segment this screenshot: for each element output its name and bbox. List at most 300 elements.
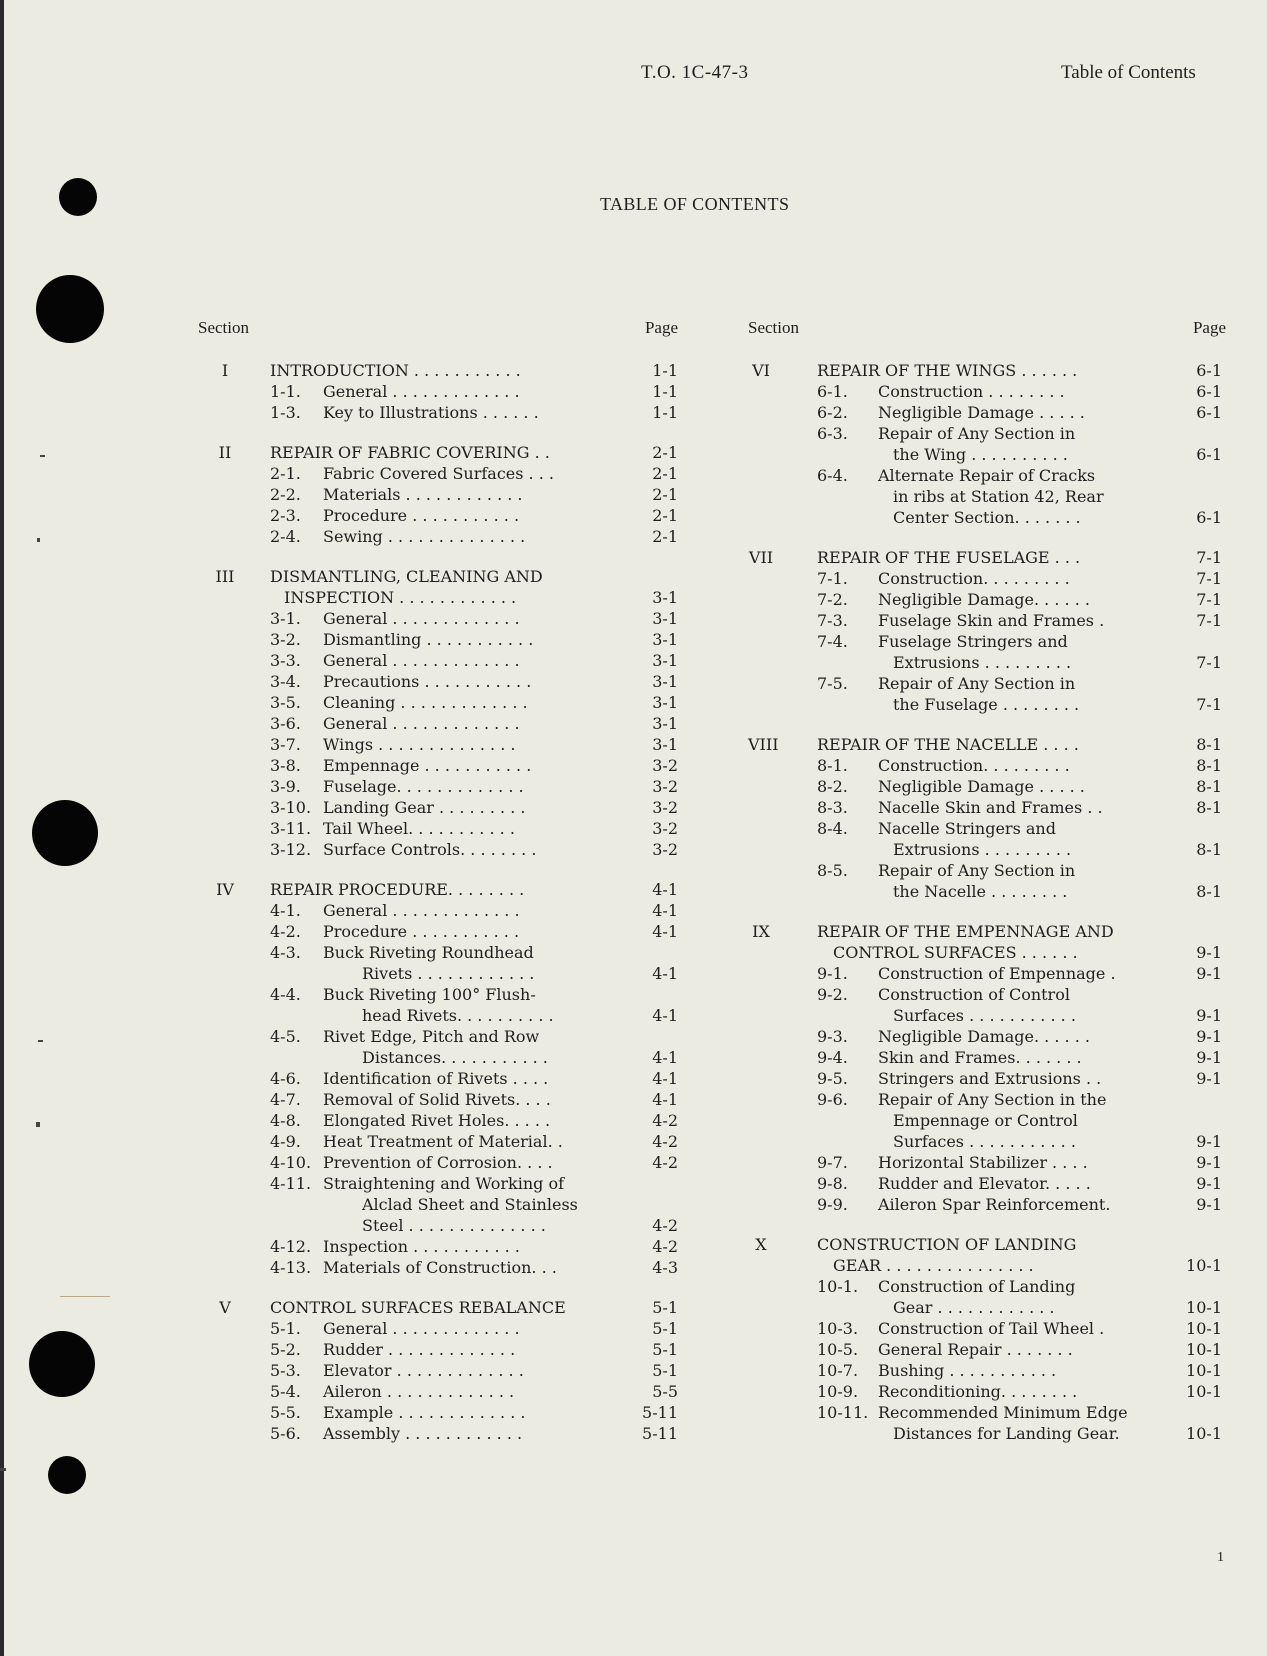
paragraph-page: 5-5 — [652, 1382, 678, 1401]
paragraph-title-continued: head Rivets. . . . . . . . . . — [362, 1006, 554, 1025]
paragraph-title-continued: Extrusions . . . . . . . . . — [893, 840, 1072, 859]
paragraph-page: 3-2 — [652, 798, 678, 817]
paragraph-page: 8-1 — [1196, 840, 1222, 859]
toc-subsection-entry[interactable] — [748, 984, 1226, 1005]
toc-subsection-entry-continued[interactable] — [748, 1005, 1226, 1026]
paragraph-page: 3-2 — [652, 840, 678, 859]
paragraph-number: 4-6. — [270, 1069, 301, 1088]
paragraph-page: 9-1 — [1196, 1195, 1222, 1214]
toc-subsection-entry[interactable] — [748, 423, 1226, 444]
toc-subsection-entry-continued[interactable] — [748, 1297, 1226, 1318]
toc-subsection-entry[interactable] — [748, 797, 1226, 818]
paragraph-title: Materials . . . . . . . . . . . . — [323, 485, 523, 504]
paragraph-number: 5-4. — [270, 1382, 301, 1401]
toc-subsection-entry-continued[interactable] — [748, 444, 1226, 465]
section-page: 4-1 — [652, 880, 678, 899]
section-numeral: III — [215, 567, 235, 586]
paragraph-title-continued: Center Section. . . . . . . — [893, 508, 1081, 527]
paragraph-page: 4-2 — [652, 1237, 678, 1256]
paragraph-title: Sewing . . . . . . . . . . . . . . — [323, 527, 526, 546]
section-spacer — [748, 528, 1226, 547]
toc-subsection-entry-continued[interactable] — [748, 1423, 1226, 1444]
toc-subsection-entry[interactable] — [198, 629, 678, 650]
page-column-label: Page — [1192, 318, 1226, 337]
section-title: INTRODUCTION . . . . . . . . . . . — [270, 361, 521, 380]
paragraph-page: 9-1 — [1196, 1006, 1222, 1025]
paragraph-page: 9-1 — [1196, 964, 1222, 983]
page-title: TABLE OF CONTENTS — [600, 194, 790, 214]
toc-subsection-entry[interactable] — [198, 1131, 678, 1152]
paragraph-number: 3-12. — [270, 840, 312, 859]
paragraph-page: 1-1 — [652, 382, 678, 401]
paragraph-number: 3-11. — [270, 819, 312, 838]
toc-subsection-entry[interactable] — [198, 381, 678, 402]
paragraph-page: 7-1 — [1196, 611, 1222, 630]
paragraph-page: 3-2 — [652, 756, 678, 775]
paragraph-page: 3-2 — [652, 819, 678, 838]
paragraph-number: 2-4. — [270, 527, 301, 546]
section-page: 7-1 — [1196, 548, 1222, 567]
paragraph-number: 3-3. — [270, 651, 301, 670]
paragraph-page: 5-11 — [642, 1424, 678, 1443]
paragraph-number: 8-2. — [817, 777, 848, 796]
paragraph-number: 4-5. — [270, 1027, 301, 1046]
toc-subsection-entry[interactable] — [748, 465, 1226, 486]
paragraph-page: 3-1 — [652, 672, 678, 691]
section-page: 9-1 — [1196, 943, 1222, 962]
paragraph-number: 7-2. — [817, 590, 848, 609]
paragraph-page: 9-1 — [1196, 1069, 1222, 1088]
paragraph-page: 8-1 — [1196, 756, 1222, 775]
paragraph-title: Negligible Damage. . . . . . — [878, 1027, 1090, 1046]
paragraph-number: 9-8. — [817, 1174, 848, 1193]
toc-subsection-entry[interactable] — [198, 1152, 678, 1173]
paragraph-page: 4-2 — [652, 1111, 678, 1130]
paragraph-title: Horizontal Stabilizer . . . . — [878, 1153, 1088, 1172]
paragraph-title: Negligible Damage . . . . . — [878, 403, 1085, 422]
margin-mark — [0, 1468, 6, 1471]
section-page: 10-1 — [1186, 1256, 1222, 1275]
paragraph-page: 10-1 — [1186, 1361, 1222, 1380]
paragraph-title: General . . . . . . . . . . . . . — [323, 609, 520, 628]
toc-subsection-entry[interactable] — [748, 1047, 1226, 1068]
paragraph-title-continued: Alclad Sheet and Stainless — [362, 1195, 578, 1214]
toc-subsection-entry-continued[interactable] — [748, 839, 1226, 860]
paragraph-page: 2-1 — [652, 464, 678, 483]
toc-subsection-entry[interactable] — [198, 526, 678, 547]
paragraph-title: Dismantling . . . . . . . . . . . — [323, 630, 534, 649]
toc-subsection-entry[interactable] — [198, 1402, 678, 1423]
toc-subsection-entry-continued[interactable] — [748, 881, 1226, 902]
toc-subsection-entry-continued[interactable] — [198, 963, 678, 984]
toc-subsection-entry[interactable] — [748, 402, 1226, 423]
paragraph-page: 8-1 — [1196, 798, 1222, 817]
toc-subsection-entry[interactable] — [748, 1339, 1226, 1360]
paragraph-number: 7-5. — [817, 674, 848, 693]
paragraph-number: 4-8. — [270, 1111, 301, 1130]
paragraph-title-continued: Steel . . . . . . . . . . . . . . — [362, 1216, 546, 1235]
paragraph-page: 5-11 — [642, 1403, 678, 1422]
paragraph-title-continued: the Nacelle . . . . . . . . — [893, 882, 1068, 901]
paragraph-number: 3-4. — [270, 672, 301, 691]
paragraph-title-continued: in ribs at Station 42, Rear — [893, 487, 1104, 506]
toc-subsection-entry[interactable] — [198, 776, 678, 797]
paragraph-number: 5-2. — [270, 1340, 301, 1359]
toc-right-column — [748, 318, 1226, 1444]
toc-subsection-entry[interactable] — [198, 608, 678, 629]
paragraph-number: 6-4. — [817, 466, 848, 485]
toc-section-entry[interactable] — [748, 1234, 1226, 1255]
section-title: REPAIR PROCEDURE. . . . . . . . — [270, 880, 525, 899]
section-numeral: V — [219, 1298, 231, 1317]
paragraph-number: 9-7. — [817, 1153, 848, 1172]
paragraph-title: Construction of Tail Wheel . — [878, 1319, 1105, 1338]
paragraph-title: General . . . . . . . . . . . . . — [323, 714, 520, 733]
margin-mark — [38, 1040, 43, 1042]
column-header — [198, 318, 678, 340]
toc-list — [748, 360, 1226, 1444]
paragraph-title: Rivet Edge, Pitch and Row — [323, 1027, 540, 1046]
toc-subsection-entry[interactable] — [748, 776, 1226, 797]
toc-subsection-entry[interactable] — [198, 921, 678, 942]
toc-subsection-entry[interactable] — [198, 463, 678, 484]
toc-section-entry[interactable] — [748, 734, 1226, 755]
toc-subsection-entry-continued[interactable] — [748, 486, 1226, 507]
paragraph-page: 7-1 — [1196, 695, 1222, 714]
paragraph-title: Wings . . . . . . . . . . . . . . — [323, 735, 516, 754]
paragraph-page: 10-1 — [1186, 1319, 1222, 1338]
toc-subsection-entry[interactable] — [748, 1089, 1226, 1110]
paragraph-number: 3-6. — [270, 714, 301, 733]
paragraph-title: Construction of Control — [878, 985, 1070, 1004]
paragraph-number: 3-1. — [270, 609, 301, 628]
toc-subsection-entry[interactable] — [198, 650, 678, 671]
paragraph-title: Procedure . . . . . . . . . . . — [323, 506, 520, 525]
paragraph-number: 9-6. — [817, 1090, 848, 1109]
toc-subsection-entry-continued[interactable] — [198, 1194, 678, 1215]
paragraph-page: 10-1 — [1186, 1382, 1222, 1401]
toc-subsection-entry[interactable] — [198, 1110, 678, 1131]
toc-subsection-entry[interactable] — [748, 381, 1226, 402]
toc-subsection-entry-continued[interactable] — [198, 1047, 678, 1068]
toc-subsection-entry[interactable] — [748, 568, 1226, 589]
paragraph-page: 3-1 — [652, 630, 678, 649]
paragraph-number: 4-4. — [270, 985, 301, 1004]
toc-section-entry[interactable] — [198, 1297, 678, 1318]
page-number: 1 — [1217, 1550, 1224, 1565]
paragraph-title-continued: the Fuselage . . . . . . . . — [893, 695, 1080, 714]
toc-subsection-entry[interactable] — [748, 1276, 1226, 1297]
paragraph-title: Construction of Empennage . — [878, 964, 1116, 983]
paragraph-page: 6-1 — [1196, 382, 1222, 401]
paragraph-title: Negligible Damage. . . . . . — [878, 590, 1090, 609]
paragraph-page: 4-1 — [652, 901, 678, 920]
paragraph-number: 8-3. — [817, 798, 848, 817]
paragraph-number: 2-1. — [270, 464, 301, 483]
section-column-label: Section — [198, 318, 249, 337]
punch-hole — [48, 1456, 86, 1494]
toc-subsection-entry[interactable] — [198, 484, 678, 505]
paragraph-title: Cleaning . . . . . . . . . . . . . — [323, 693, 528, 712]
paragraph-title: Skin and Frames. . . . . . . — [878, 1048, 1082, 1067]
paragraph-title: Aileron . . . . . . . . . . . . . — [323, 1382, 515, 1401]
paragraph-number: 3-9. — [270, 777, 301, 796]
paragraph-title: Key to Illustrations . . . . . . — [323, 403, 539, 422]
toc-section-entry-continued[interactable] — [748, 1255, 1226, 1276]
paragraph-page: 1-1 — [652, 403, 678, 422]
section-title-continued: GEAR . . . . . . . . . . . . . . . — [833, 1256, 1034, 1275]
section-numeral: IX — [752, 922, 770, 941]
toc-subsection-entry[interactable] — [748, 1026, 1226, 1047]
toc-subsection-entry[interactable] — [748, 1360, 1226, 1381]
section-page: 3-1 — [652, 588, 678, 607]
paragraph-page: 9-1 — [1196, 1132, 1222, 1151]
paragraph-page: 6-1 — [1196, 445, 1222, 464]
paragraph-page: 4-1 — [652, 964, 678, 983]
paragraph-number: 10-5. — [817, 1340, 859, 1359]
paragraph-title: Fuselage Stringers and — [878, 632, 1068, 651]
paragraph-number: 7-3. — [817, 611, 848, 630]
paragraph-title: Fuselage Skin and Frames . — [878, 611, 1105, 630]
paragraph-page: 10-1 — [1186, 1424, 1222, 1443]
toc-subsection-entry-continued[interactable] — [748, 1131, 1226, 1152]
toc-subsection-entry[interactable] — [198, 734, 678, 755]
paragraph-page: 4-1 — [652, 1069, 678, 1088]
paragraph-title: Empennage . . . . . . . . . . . — [323, 756, 532, 775]
paragraph-number: 2-3. — [270, 506, 301, 525]
paragraph-title: Surface Controls. . . . . . . . — [323, 840, 537, 859]
toc-subsection-entry[interactable] — [198, 1339, 678, 1360]
toc-subsection-entry[interactable] — [198, 1423, 678, 1444]
toc-subsection-entry[interactable] — [748, 1152, 1226, 1173]
paragraph-number: 4-7. — [270, 1090, 301, 1109]
toc-section-entry[interactable] — [198, 879, 678, 900]
paragraph-title: Inspection . . . . . . . . . . . — [323, 1237, 520, 1256]
section-numeral: II — [218, 443, 232, 462]
paragraph-title: Precautions . . . . . . . . . . . — [323, 672, 532, 691]
toc-section-entry[interactable] — [748, 921, 1226, 942]
punch-hole — [59, 178, 97, 216]
paragraph-page: 9-1 — [1196, 1027, 1222, 1046]
paragraph-number: 6-2. — [817, 403, 848, 422]
paragraph-number: 9-3. — [817, 1027, 848, 1046]
paragraph-title: Rudder and Elevator. . . . . — [878, 1174, 1091, 1193]
toc-subsection-entry[interactable] — [748, 860, 1226, 881]
paragraph-number: 9-4. — [817, 1048, 848, 1067]
paragraph-page: 4-2 — [652, 1216, 678, 1235]
toc-subsection-entry[interactable] — [198, 942, 678, 963]
toc-subsection-entry[interactable] — [748, 963, 1226, 984]
toc-subsection-entry-continued[interactable] — [748, 694, 1226, 715]
toc-subsection-entry[interactable] — [198, 1173, 678, 1194]
paragraph-page: 9-1 — [1196, 1174, 1222, 1193]
toc-subsection-entry[interactable] — [198, 818, 678, 839]
toc-subsection-entry-continued[interactable] — [748, 652, 1226, 673]
toc-subsection-entry[interactable] — [748, 818, 1226, 839]
section-title: CONTROL SURFACES REBALANCE — [270, 1298, 566, 1317]
paragraph-page: 7-1 — [1196, 653, 1222, 672]
section-numeral: I — [221, 361, 229, 380]
section-title: CONSTRUCTION OF LANDING — [817, 1235, 1077, 1254]
paragraph-title: Prevention of Corrosion. . . . — [323, 1153, 553, 1172]
paragraph-number: 4-1. — [270, 901, 301, 920]
paragraph-page: 4-3 — [652, 1258, 678, 1277]
toc-subsection-entry[interactable] — [198, 1068, 678, 1089]
paragraph-title: Example . . . . . . . . . . . . . — [323, 1403, 526, 1422]
punch-hole — [29, 1331, 95, 1397]
paragraph-title: Aileron Spar Reinforcement. — [878, 1195, 1111, 1214]
toc-section-entry-continued[interactable] — [198, 587, 678, 608]
paragraph-number: 8-1. — [817, 756, 848, 775]
toc-subsection-entry[interactable] — [198, 1318, 678, 1339]
toc-subsection-entry-continued[interactable] — [198, 1215, 678, 1236]
toc-subsection-entry[interactable] — [198, 984, 678, 1005]
paragraph-number: 10-1. — [817, 1277, 859, 1296]
paragraph-number: 4-13. — [270, 1258, 312, 1277]
paragraph-page: 2-1 — [652, 485, 678, 504]
paragraph-number: 4-2. — [270, 922, 301, 941]
toc-left-column — [198, 318, 678, 1444]
paragraph-title-continued: Surfaces . . . . . . . . . . . — [893, 1006, 1076, 1025]
section-numeral: VII — [748, 548, 774, 567]
paragraph-number: 10-3. — [817, 1319, 859, 1338]
section-spacer — [198, 1278, 678, 1297]
paragraph-title-continued: Distances. . . . . . . . . . . — [362, 1048, 548, 1067]
toc-subsection-entry[interactable] — [748, 1068, 1226, 1089]
toc-subsection-entry[interactable] — [198, 1089, 678, 1110]
toc-subsection-entry[interactable] — [748, 1173, 1226, 1194]
toc-subsection-entry[interactable] — [198, 671, 678, 692]
paragraph-number: 9-2. — [817, 985, 848, 1004]
toc-subsection-entry[interactable] — [198, 505, 678, 526]
paragraph-page: 2-1 — [652, 506, 678, 525]
page-edge — [0, 0, 4, 1656]
paragraph-title: Landing Gear . . . . . . . . . — [323, 798, 526, 817]
paragraph-number: 1-1. — [270, 382, 301, 401]
toc-subsection-entry[interactable] — [748, 1194, 1226, 1215]
toc-subsection-entry[interactable] — [748, 1318, 1226, 1339]
paragraph-title: General . . . . . . . . . . . . . — [323, 651, 520, 670]
paragraph-number: 10-7. — [817, 1361, 859, 1380]
toc-subsection-entry[interactable] — [198, 1236, 678, 1257]
paragraph-page: 9-1 — [1196, 1153, 1222, 1172]
paragraph-title: Construction. . . . . . . . . — [878, 569, 1070, 588]
paragraph-title: Rudder . . . . . . . . . . . . . — [323, 1340, 516, 1359]
toc-section-entry[interactable] — [198, 360, 678, 381]
toc-subsection-entry-continued[interactable] — [748, 1110, 1226, 1131]
toc-subsection-entry[interactable] — [198, 402, 678, 423]
paragraph-title: Recommended Minimum Edge — [878, 1403, 1128, 1422]
toc-subsection-entry[interactable] — [198, 1381, 678, 1402]
paragraph-page: 6-1 — [1196, 403, 1222, 422]
toc-subsection-entry[interactable] — [198, 755, 678, 776]
paragraph-number: 9-5. — [817, 1069, 848, 1088]
toc-section-entry-continued[interactable] — [748, 942, 1226, 963]
toc-subsection-entry[interactable] — [748, 755, 1226, 776]
section-numeral: X — [755, 1235, 767, 1254]
toc-section-entry[interactable] — [748, 360, 1226, 381]
paragraph-title: Construction . . . . . . . . — [878, 382, 1065, 401]
toc-section-entry[interactable] — [198, 566, 678, 587]
toc-subsection-entry[interactable] — [748, 1402, 1226, 1423]
paragraph-page: 3-1 — [652, 693, 678, 712]
toc-subsection-entry[interactable] — [198, 839, 678, 860]
paragraph-title-continued: Extrusions . . . . . . . . . — [893, 653, 1072, 672]
toc-section-entry[interactable] — [748, 547, 1226, 568]
paragraph-title: Repair of Any Section in — [878, 424, 1076, 443]
margin-mark — [37, 538, 40, 542]
section-title-continued: CONTROL SURFACES . . . . . . — [833, 943, 1078, 962]
paragraph-title: Straightening and Working of — [323, 1174, 565, 1193]
paragraph-title: Alternate Repair of Cracks — [878, 466, 1096, 485]
paragraph-title: Tail Wheel. . . . . . . . . . . — [323, 819, 515, 838]
paragraph-title: Negligible Damage . . . . . — [878, 777, 1085, 796]
running-title: Table of Contents — [1061, 62, 1196, 83]
paragraph-number: 4-10. — [270, 1153, 312, 1172]
paragraph-page: 4-1 — [652, 922, 678, 941]
paragraph-title: General . . . . . . . . . . . . . — [323, 1319, 520, 1338]
paragraph-number: 8-5. — [817, 861, 848, 880]
paragraph-number: 4-3. — [270, 943, 301, 962]
paragraph-title: Repair of Any Section in the — [878, 1090, 1107, 1109]
toc-subsection-entry[interactable] — [748, 673, 1226, 694]
paragraph-title: Stringers and Extrusions . . — [878, 1069, 1102, 1088]
section-spacer — [198, 423, 678, 442]
section-title: REPAIR OF THE EMPENNAGE AND — [817, 922, 1114, 941]
section-title-continued: INSPECTION . . . . . . . . . . . . — [284, 588, 517, 607]
paragraph-title-continued: Gear . . . . . . . . . . . . — [893, 1298, 1055, 1317]
paragraph-page: 3-1 — [652, 735, 678, 754]
section-numeral: IV — [216, 880, 234, 899]
toc-subsection-entry[interactable] — [198, 1257, 678, 1278]
toc-subsection-entry[interactable] — [198, 797, 678, 818]
toc-subsection-entry-continued[interactable] — [748, 507, 1226, 528]
toc-subsection-entry[interactable] — [198, 692, 678, 713]
paragraph-page: 4-1 — [652, 1048, 678, 1067]
paragraph-title: Bushing . . . . . . . . . . . — [878, 1361, 1057, 1380]
section-page: 2-1 — [652, 443, 678, 462]
paragraph-page: 3-1 — [652, 651, 678, 670]
section-numeral: VIII — [748, 735, 779, 754]
toc-subsection-entry[interactable] — [748, 631, 1226, 652]
paragraph-page: 3-1 — [652, 714, 678, 733]
section-title: REPAIR OF FABRIC COVERING . . — [270, 443, 550, 462]
paragraph-page: 7-1 — [1196, 569, 1222, 588]
toc-subsection-entry[interactable] — [198, 1026, 678, 1047]
toc-subsection-entry[interactable] — [748, 1381, 1226, 1402]
toc-subsection-entry[interactable] — [748, 589, 1226, 610]
section-title: REPAIR OF THE FUSELAGE . . . — [817, 548, 1081, 567]
section-spacer — [198, 860, 678, 879]
paragraph-title: General . . . . . . . . . . . . . — [323, 901, 520, 920]
paragraph-number: 6-3. — [817, 424, 848, 443]
section-spacer — [198, 547, 678, 566]
paragraph-page: 4-2 — [652, 1132, 678, 1151]
toc-section-entry[interactable] — [198, 442, 678, 463]
toc-subsection-entry[interactable] — [198, 900, 678, 921]
toc-subsection-entry-continued[interactable] — [198, 1005, 678, 1026]
paragraph-number: 2-2. — [270, 485, 301, 504]
toc-subsection-entry[interactable] — [748, 610, 1226, 631]
punch-hole — [32, 800, 98, 866]
toc-subsection-entry[interactable] — [198, 713, 678, 734]
paragraph-title: Buck Riveting Roundhead — [323, 943, 534, 962]
paragraph-page: 4-1 — [652, 1006, 678, 1025]
paragraph-page: 5-1 — [652, 1340, 678, 1359]
paragraph-number: 9-9. — [817, 1195, 848, 1214]
toc-subsection-entry[interactable] — [198, 1360, 678, 1381]
paragraph-title: General . . . . . . . . . . . . . — [323, 382, 520, 401]
